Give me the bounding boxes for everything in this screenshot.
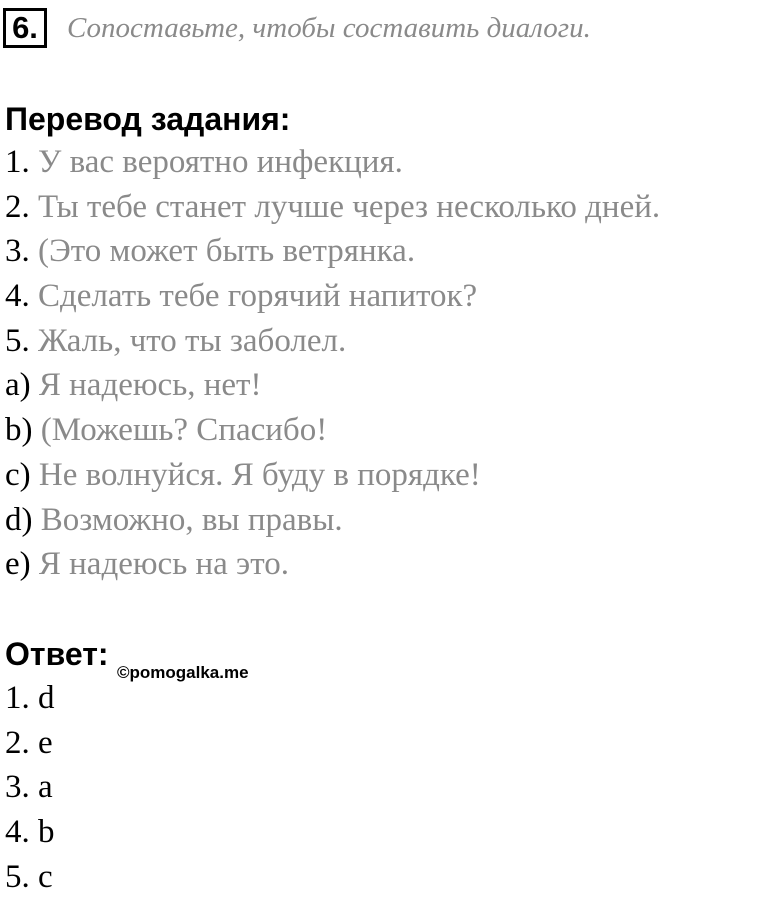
list-item-marker: d): [5, 501, 33, 538]
list-item-text: a: [38, 769, 53, 806]
list-item-marker: 3.: [5, 233, 30, 270]
task-instruction: Сопоставьте, чтобы составить диалоги.: [67, 11, 591, 44]
list-item-text: (Это может быть ветрянка.: [38, 233, 416, 270]
list-item: [5, 185, 660, 230]
list-item-marker: 4.: [5, 278, 30, 315]
task-number: 6.: [3, 8, 47, 48]
list-item-marker: b): [5, 412, 33, 449]
list-item: [5, 810, 55, 855]
list-item-text: Возможно, вы правы.: [40, 501, 343, 538]
list-item: [5, 363, 660, 408]
list-item-marker: 1.: [5, 680, 30, 716]
list-item-text: Я надеюсь на это.: [38, 546, 289, 583]
list-item-marker: 2.: [5, 188, 30, 225]
list-item-marker: a): [5, 367, 31, 404]
list-item-text: Не волнуйся. Я буду в порядке!: [38, 456, 481, 493]
list-item: [5, 676, 55, 721]
list-item-marker: 4.: [5, 814, 30, 851]
list-item-text: Я надеюсь, нет!: [38, 367, 262, 404]
list-item: [5, 765, 55, 810]
list-item-text: У вас вероятно инфекция.: [38, 144, 403, 180]
list-item: [5, 498, 660, 543]
list-item: [5, 408, 660, 453]
list-item: [5, 855, 55, 899]
list-item: [5, 140, 660, 185]
list-item-marker: 3.: [5, 769, 30, 806]
list-item-text: d: [38, 680, 55, 716]
list-item-marker: e): [5, 546, 31, 583]
list-item-text: Ты тебе станет лучше через несколько дней.: [38, 188, 661, 225]
list-item-marker: 5.: [5, 858, 30, 895]
list-item-text: Сделать тебе горячий напиток?: [38, 278, 478, 315]
list-item-text: Жаль, что ты заболел.: [38, 322, 347, 359]
list-item: [5, 319, 660, 364]
list-item-text: (Можешь? Спасибо!: [40, 412, 328, 449]
list-item-marker: c): [5, 456, 31, 493]
list-item-text: b: [38, 814, 55, 851]
list-item: [5, 542, 660, 587]
list-item-marker: 2.: [5, 724, 30, 761]
list-item-marker: 1.: [5, 144, 30, 180]
watermark: ©pomogalka.me: [117, 663, 249, 682]
translation-list: [5, 140, 660, 587]
list-item-text: c: [38, 858, 53, 895]
answer-list: [5, 676, 55, 899]
list-item-marker: 5.: [5, 322, 30, 359]
list-item: [5, 453, 660, 498]
translation-heading: Перевод задания:: [5, 101, 291, 137]
answer-heading: Ответ:: [5, 636, 109, 672]
list-item-text: e: [38, 724, 53, 761]
list-item: [5, 229, 660, 274]
task-header: [3, 6, 591, 50]
list-item: [5, 721, 55, 766]
list-item: [5, 274, 660, 319]
